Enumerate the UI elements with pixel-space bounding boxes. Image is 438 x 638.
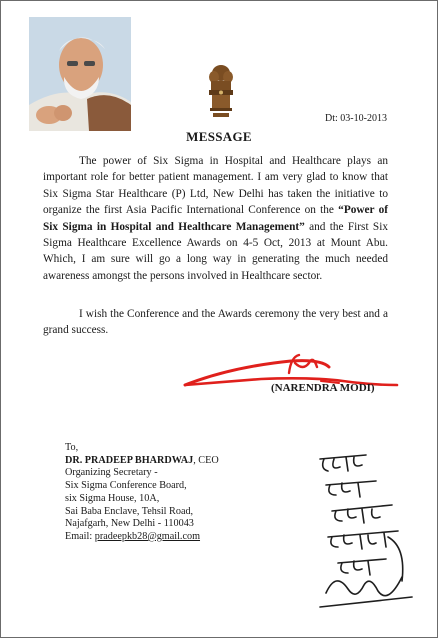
email-label: Email: xyxy=(65,530,95,542)
national-emblem-icon xyxy=(206,63,236,119)
recipient-title: , CEO xyxy=(193,454,219,466)
recipient-name-line xyxy=(65,455,219,468)
signatory-name: (NARENDRA MODI) xyxy=(271,382,375,394)
handwritten-note-icon xyxy=(306,451,418,611)
para1-text-a: The power of Six Sigma in Hospital and Healthcare plays an important role for better patient management. I am very glad to know that Six Sigma Star Healthcare (P) Ltd, New Delhi has taken the initiative to organize the first Asia Pacific International Conference on the xyxy=(43,155,388,217)
para2-text: I wish the Conference and the Awards ceremony the very best and a grand success. xyxy=(43,308,388,337)
address-to: To, xyxy=(65,442,79,453)
para1-text-b: and the First Six Sigma Healthcare Excellence Awards on 4-5 Oct, 2013 at Mount Abu. Which, I am sure will go a long way in generating the much needed awareness amongst the persons involved in Healthcare sector. xyxy=(43,220,388,282)
letter-date: Dt: 03-10-2013 xyxy=(325,113,387,124)
recipient-address xyxy=(65,442,219,544)
letter-heading: MESSAGE xyxy=(186,129,252,144)
portrait-photo xyxy=(29,17,131,131)
body-paragraph-2 xyxy=(43,306,388,339)
address-line-1: Organizing Secretary - xyxy=(65,467,158,479)
email-link[interactable]: pradeepkb28@gmail.com xyxy=(94,530,201,542)
recipient-name: DR. PRADEEP BHARDWAJ xyxy=(65,454,194,466)
address-line-3: six Sigma House, 10A, xyxy=(65,492,160,504)
address-line-4: Sai Baba Enclave, Tehsil Road, xyxy=(65,505,194,517)
conference-title: “Power of Six Sigma in Hospital and Healthcare Management” xyxy=(43,204,389,233)
address-line-2: Six Sigma Conference Board, xyxy=(65,480,187,492)
address-line-5: Najafgarh, New Delhi - 110043 xyxy=(65,518,194,530)
body-paragraph-1 xyxy=(43,153,388,284)
email-line xyxy=(65,531,219,544)
